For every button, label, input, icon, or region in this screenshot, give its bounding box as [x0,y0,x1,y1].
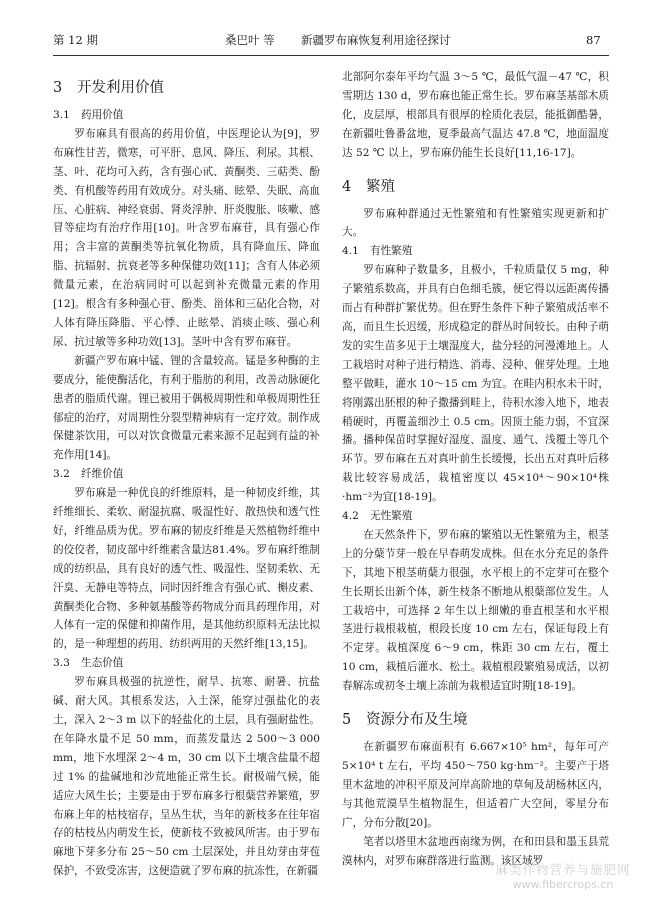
section-number: 3 [53,80,63,96]
subsection-heading [53,654,320,673]
paragraph: 笔者以塔里木盆地西南缘为例，在和田县和墨玉县荒漠林内，对罗布麻群落进行监测。该区域罗 [342,835,609,867]
subsection-heading [53,465,320,484]
subsection-title: 药用价值 [81,109,124,121]
header-issue: 第 12 期 [53,33,98,47]
paragraph: 罗布麻是一种优良的纤维原料，是一种韧皮纤维，其纤维细长、柔软、耐湿抗腐、吸湿性好、散热快和透气性好，纤维品质为优。罗布麻的韧皮纤维是天然植物纤维中的佼佼者，韧皮部中纤维素含量达81.4%。罗布麻纤维制成的纺织品，具有良好的透气性、吸湿性、坚韧柔软、无汗臭、无静电等特点，同时因纤维含有强心甙、槲皮素、黄酮类化合物、多种氨基酸等药物成分而具药理作用，对人体有一定的保健和抑菌作用，是其他纺织原料无法比拟的，是一种理想的药用、纺织两用的天然纤维[13,15]。 [53,487,320,651]
paragraph: 罗布麻具有很高的药用价值，中医理论认为[9]，罗布麻性甘苦，微寒，可平肝、息风、降压、利尿。其根、茎、叶、花均可入药，含有强心甙、黄酮类、三萜类、酚类、有机酸等药用有效成分。对头痛、眩晕、失眠、高血压、心脏病、神经衰弱、肾炎浮肿、肝炎腹胀、咳嗽、感冒等症均有治疗作用[10]。叶含罗布麻苷，具有强心作用；含丰富的黄酮类等抗氧化物质，具有降血压、降血脂、抗辐射、抗衰老等多种保健功效[11]；含有人体必须微量元素，在治病同时可以起到补充微量元素的作用[12]。根含有多种强心苷、酚类、甾体和三砧化合物，对人体有降压降脂、平心悸、止眩晕、消痰止咳、强心利尿、抗过敏等多种功效[13]。茎叶中含有罗布麻苷。 [53,127,320,348]
subsection-number: 3.1 [53,109,70,121]
section-heading [342,710,609,730]
paragraph-continued: 罗布麻具极强的抗逆性，耐旱、抗寒、耐暑、抗盐碱、耐大风。其根系发达，入土深，能穿过强盐化的表土，深入 2～3 m 以下的轻盐化的土层，具有强耐盐性。在年降水量不足 50 mm，而蒸发量达 2 500～3 000 mm，地下水埋深 2～4 m，30 cm 以下土壤含盐量不超过 1% 的盐碱地和沙荒地能正常生长。耐极端气候，能适应大风生长；主要是由于罗布麻多行根蘖营养繁殖，罗布麻上年的枯枝宿存，呈丛生状，当年的新枝多在往年宿存的枯枝丛内萌发生长，使新枝不致被风所害。由于罗布麻地下芽多分布 25～50 cm 土层深处，并且幼芽由芽苞保护，不致受冻害，这便造就了罗布麻的抗冻性，在新疆 [53,676,320,878]
section-number: 4 [342,178,352,195]
section-number: 5 [342,712,352,729]
header-page-number: 87 [586,33,601,47]
section-title: 资源分布及生境 [366,712,468,729]
section-heading [342,177,609,197]
header-rule [53,55,609,56]
site-watermark [488,862,638,892]
header-authors: 桑巴叶 等 [225,33,275,47]
right-column [342,68,609,870]
watermark-name: 麻类作物营养与施肥网 [495,862,631,877]
section-title: 繁殖 [366,178,395,195]
paragraph: 在天然条件下，罗布麻的繁殖以无性繁殖为主，根茎上的分蘖节芽一般在早春萌发成株。但在水分充足的条件下，其地下根茎萌蘖力很强，水平根上的不定芽可在整个生长期长出新个体，新生枝条不断地从根蘖部位发生。人工栽培中，可选择 2 年生以上细嫩的垂直根茎和水平根茎进行栽根栽植，根段长度 10 cm 左右，保证每段上有不定芽。栽植深度 6～9 cm，株距 30 cm 左右，覆土 10 cm，栽植后灌水、松土。栽植根段繁殖易成活，以初春解冻或初冬土壤上冻前为栽根适宜时期[18-19]。 [342,528,609,693]
paragraph: 罗布麻种子数量多，且极小，千粒质量仅 5 mg，种子繁殖系数高，并具有白色细毛簇，便它得以远距离传播而占有种群扩繁优势。但在野生条件下种子繁殖成活率不高，而且生长迟缓，形成稳定的群丛时间较长。由种子萌发的实生苗多见于土壤湿度大，盐分轻的河漫滩地上。人工栽培时对种子进行精选、消毒、浸种、催芽处理。土地整平做畦，灌水 10～15 cm 为宜。在畦内积水未干时，将刚露出胚根的种子撒播到畦上，待积水渗入地下，地表稍硬时，再覆盖细沙土 0.5 cm。因顶土能力弱，不宜深播。播种保苗时掌握好湿度、温度、通气、浅覆土等几个环节。罗布麻在五对真叶前生长缓慢，长出五对真叶后移栽比较容易成活，栽植密度以 45×10⁴～90×10⁴株·hm⁻²为宜[18-19]。 [342,264,609,504]
subsection-heading [342,507,609,526]
subsection-heading [342,242,609,261]
subsection-title: 无性繁殖 [370,510,413,523]
left-column [53,68,320,881]
subsection-title: 生态价值 [81,657,124,670]
subsection-number: 3.3 [53,657,70,670]
subsection-title: 有性繁殖 [370,245,413,258]
paragraph: 新疆产罗布麻中锰、锂的含量较高。锰是多种酶的主要成分，能使酶活化，有利于脂肪的利用，改善动脉硬化患者的脂质代谢。锂已被用于偶极周期性和单极周期性狂郁症的治疗，对周期性分裂型精神病有一定疗效。制作成保健茶饮用，可以对饮食微量元素来源不足起到有益的补充作用[14]。 [53,354,320,462]
watermark-url: www.fibercrops.cn [512,878,614,891]
subsection-title: 纤维价值 [81,468,124,481]
subsection-number: 4.2 [342,510,359,523]
subsection-heading [53,106,320,125]
paragraph: 在新疆罗布麻面积有 6.667×10⁵ hm²，每年可产 5×10⁴ t 左右，平均 450～750 kg·hm⁻²。主要产于塔里木盆地的冲积平原及河岸高阶地的草甸及胡杨林区内，与其他荒漠旱生植物混生，但适着广大空间，零星分布广，分布分散[20]。 [342,741,609,829]
subsection-number: 4.1 [342,245,359,258]
paragraph-continuation-text: 北部阿尔泰年平均气温 3～5 ℃，最低气温－47 ℃，积雪期达 130 d，罗布麻也能正常生长。罗布麻茎基部木质化，皮层厚，根部具有很厚的栓质化表层，能抵御酷暑，在新疆吐鲁番盆地，夏季最高气温达 47.8 ℃，地面温度达 52 ℃ 以上，罗布麻仍能生长良好[11,16-17]。 [342,71,609,159]
section-heading [53,78,320,98]
header-title: 新疆罗布麻恢复利用途径探讨 [301,33,451,47]
section-title: 开发利用价值 [77,80,164,96]
subsection-number: 3.2 [53,468,70,481]
paragraph: 罗布麻种群通过无性繁殖和有性繁殖实现更新和扩大。 [342,207,609,239]
paragraph-continuation [342,68,609,163]
